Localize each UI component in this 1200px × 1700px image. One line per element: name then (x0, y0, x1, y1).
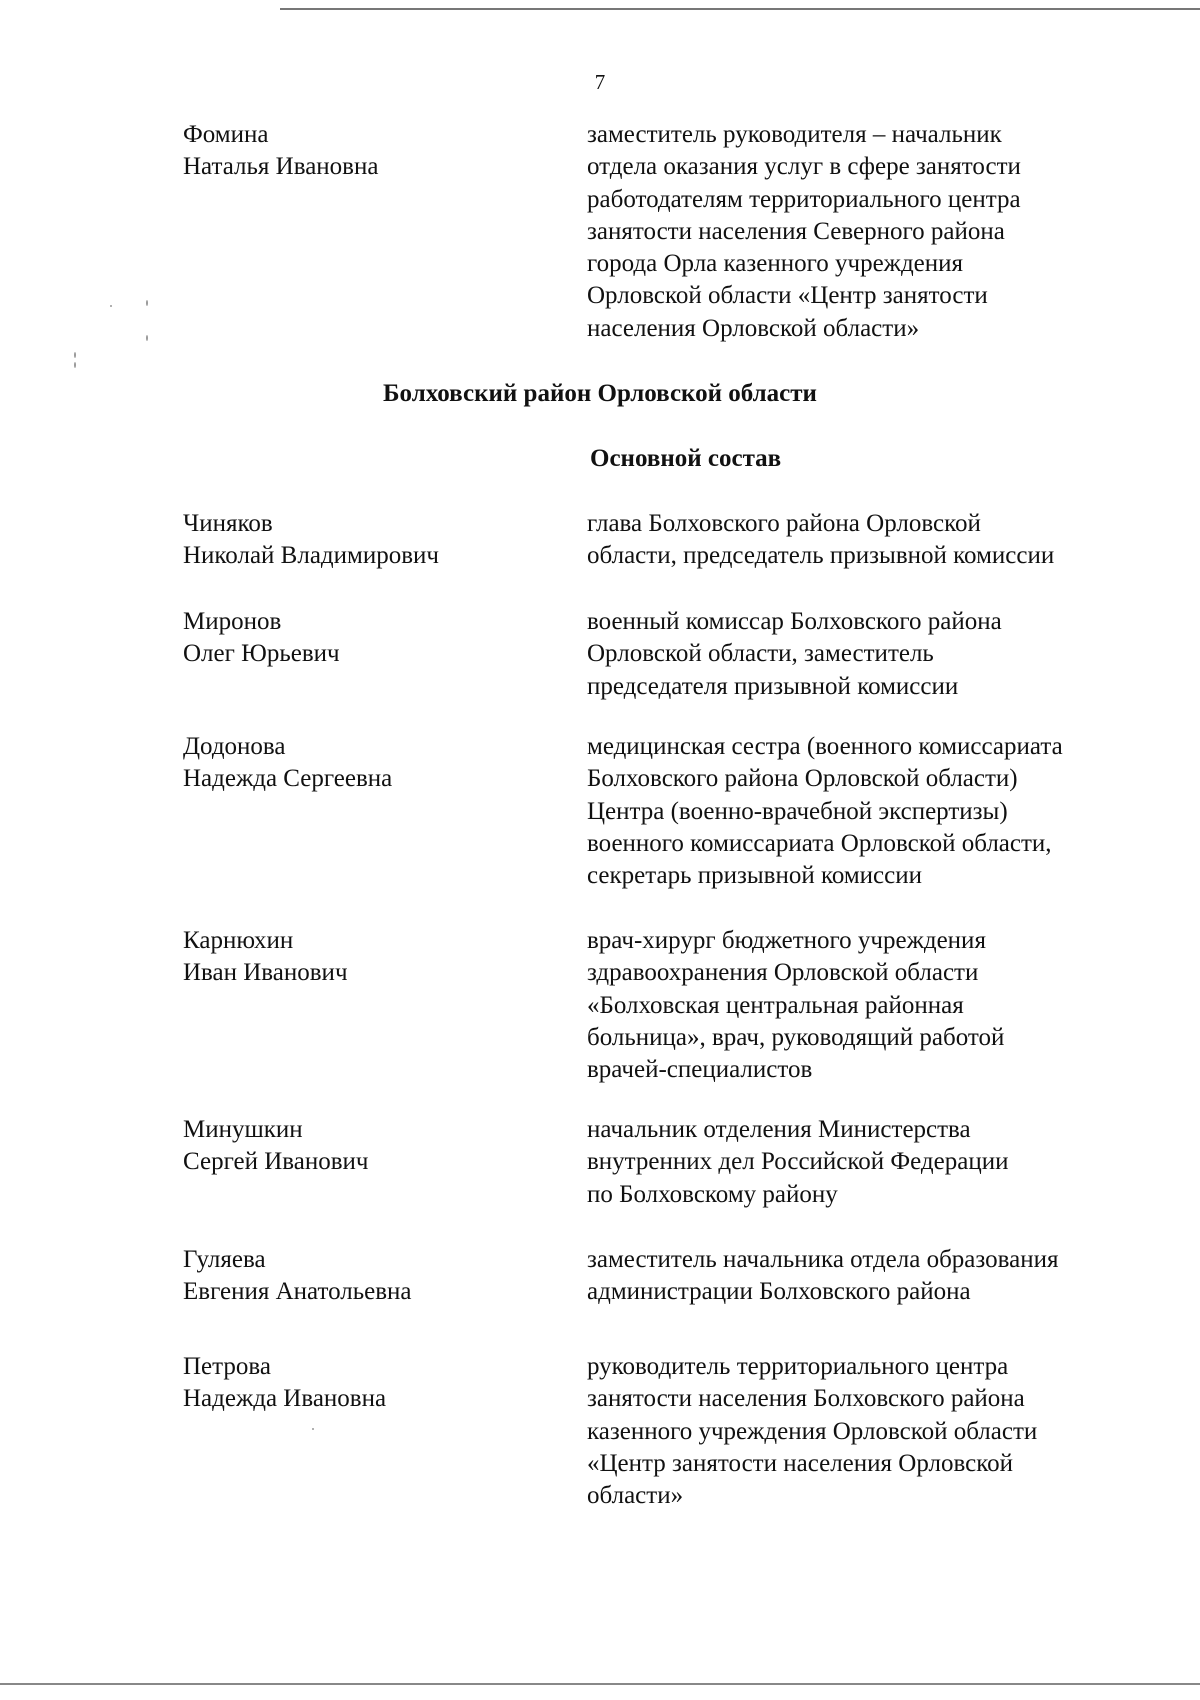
member-given-names: Сергей Иванович (183, 1148, 369, 1175)
member-name (183, 508, 563, 572)
member-given-names: Иван Иванович (183, 959, 348, 986)
scan-speck (146, 335, 148, 341)
member-name (183, 1114, 563, 1178)
role-line: здравоохранения Орловской области (587, 959, 979, 987)
role-line: начальник отделения Министерства (587, 1116, 971, 1143)
member-name (183, 731, 563, 795)
role-line: администрации Болховского района (587, 1278, 971, 1306)
role-line: «Болховская центральная районная (587, 991, 964, 1019)
member-surname: Минушкин (183, 1116, 303, 1143)
role-line: занятости населения Болховского района (587, 1385, 1025, 1413)
member-name (183, 925, 563, 989)
role-line: заместитель руководителя – начальник (587, 121, 1002, 148)
role-line: населения Орловской области» (587, 314, 920, 342)
member-role (587, 731, 1167, 892)
member-given-names: Наталья Ивановна (183, 153, 379, 180)
page-number: 7 (594, 70, 606, 94)
scan-speck (74, 362, 76, 368)
member-name (183, 1244, 563, 1308)
role-line: секретарь призывной комиссии (587, 862, 923, 890)
role-line: области, председатель призывной комиссии (587, 542, 1055, 570)
member-surname: Додонова (183, 733, 286, 760)
role-line: председателя призывной комиссии (587, 672, 959, 700)
role-line: внутренних дел Российской Федерации (587, 1148, 1009, 1176)
member-given-names: Надежда Ивановна (183, 1385, 387, 1412)
member-role (587, 606, 1167, 703)
member-role (587, 119, 1167, 345)
member-surname: Фомина (183, 121, 269, 148)
role-line: работодателям территориального центра (587, 185, 1021, 213)
member-role (587, 925, 1167, 1086)
member-role (587, 1114, 1167, 1211)
role-line: Центра (военно-врачебной экспертизы) (587, 797, 1008, 825)
scan-speck (146, 300, 148, 306)
scan-edge-top (280, 8, 1200, 10)
role-line: Болховского района Орловской области) (587, 765, 1018, 793)
role-line: военный комиссар Болховского района (587, 608, 1002, 635)
member-given-names: Надежда Сергеевна (183, 765, 393, 792)
scan-speck (110, 305, 112, 307)
member-surname: Гуляева (183, 1246, 266, 1273)
member-surname: Чиняков (183, 510, 273, 537)
member-given-names: Евгения Анатольевна (183, 1278, 412, 1305)
section-title: Болховский район Орловской области (383, 380, 817, 407)
role-line: области» (587, 1482, 684, 1510)
member-role (587, 1244, 1167, 1309)
role-line: больница», врач, руководящий работой (587, 1023, 1005, 1051)
role-line: города Орла казенного учреждения (587, 250, 964, 278)
member-role (587, 508, 1167, 573)
role-line: медицинская сестра (военного комиссариата (587, 733, 1063, 760)
role-line: «Центр занятости населения Орловской (587, 1449, 1013, 1477)
member-surname: Петрова (183, 1353, 271, 1380)
role-line: по Болховскому району (587, 1180, 838, 1208)
member-given-names: Николай Владимирович (183, 542, 439, 569)
scan-edge-bottom (0, 1683, 1200, 1685)
role-line: Орловской области, заместитель (587, 640, 934, 668)
role-line: отдела оказания услуг в сфере занятости (587, 153, 1021, 181)
member-surname: Миронов (183, 608, 282, 635)
member-name (183, 1351, 563, 1415)
role-line: заместитель начальника отдела образования (587, 1246, 1059, 1273)
role-line: занятости населения Северного района (587, 217, 1005, 245)
role-line: Орловской области «Центр занятости (587, 282, 988, 310)
member-surname: Карнюхин (183, 927, 294, 954)
member-role (587, 1351, 1167, 1512)
role-line: военного комиссариата Орловской области, (587, 829, 1052, 857)
member-name (183, 606, 563, 670)
scan-speck (312, 1428, 314, 1430)
role-line: глава Болховского района Орловской (587, 510, 981, 537)
subsection-title: Основной состав (590, 445, 782, 472)
role-line: врачей-специалистов (587, 1056, 813, 1084)
role-line: казенного учреждения Орловской области (587, 1417, 1038, 1445)
role-line: врач-хирург бюджетного учреждения (587, 927, 986, 954)
scan-speck (74, 352, 76, 358)
member-given-names: Олег Юрьевич (183, 640, 340, 667)
member-name (183, 119, 563, 183)
role-line: руководитель территориального центра (587, 1353, 1009, 1380)
